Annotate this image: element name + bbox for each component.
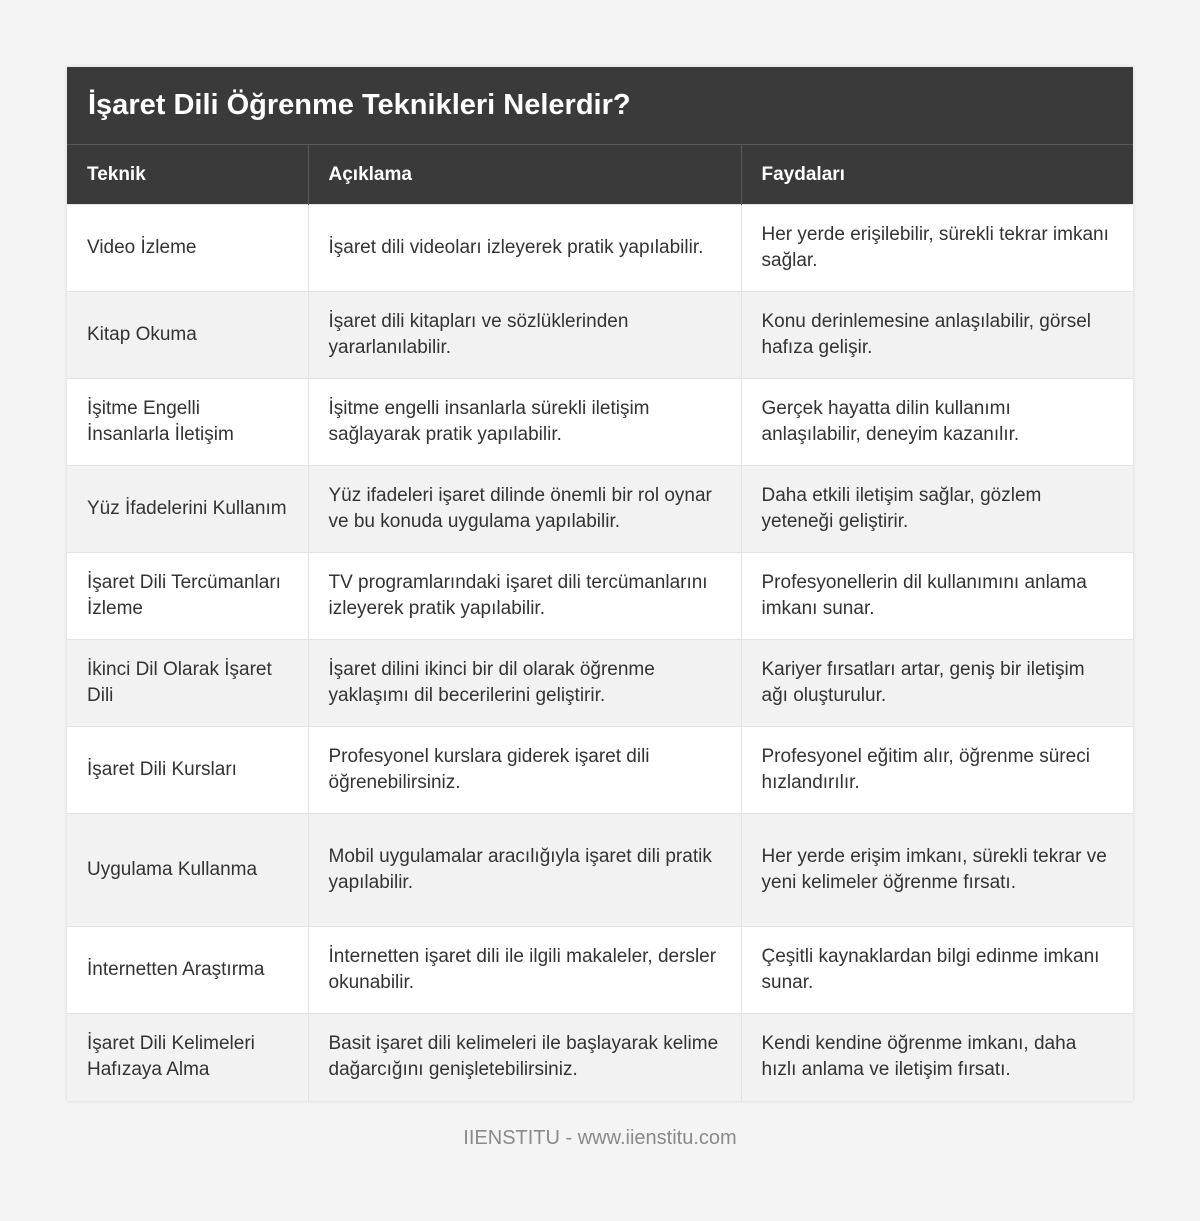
cell-faydalari: Gerçek hayatta dilin kullanımı anlaşılabilir, deneyim kazanılır. xyxy=(741,379,1133,466)
cell-aciklama: Profesyonel kurslara giderek işaret dili öğrenebilirsiniz. xyxy=(308,727,741,814)
column-header-aciklama: Açıklama xyxy=(308,145,741,205)
cell-teknik: Yüz İfadelerini Kullanım xyxy=(67,466,308,553)
table-row xyxy=(67,292,1133,379)
cell-aciklama: Basit işaret dili kelimeleri ile başlayarak kelime dağarcığını genişletebilirsiniz. xyxy=(308,1014,741,1101)
table-row xyxy=(67,814,1133,927)
table-card xyxy=(67,67,1133,1101)
techniques-table xyxy=(67,144,1133,1101)
column-header-faydalari: Faydaları xyxy=(741,145,1133,205)
cell-teknik: İkinci Dil Olarak İşaret Dili xyxy=(67,640,308,727)
cell-teknik: İşaret Dili Kursları xyxy=(67,727,308,814)
cell-aciklama: İşaret dilini ikinci bir dil olarak öğrenme yaklaşımı dil becerilerini geliştirir. xyxy=(308,640,741,727)
table-row xyxy=(67,1014,1133,1101)
cell-aciklama: İşitme engelli insanlarla sürekli iletişim sağlayarak pratik yapılabilir. xyxy=(308,379,741,466)
footer-credit: IIENSTITU - www.iienstitu.com xyxy=(463,1127,737,1149)
cell-faydalari: Profesyonel eğitim alır, öğrenme süreci hızlandırılır. xyxy=(741,727,1133,814)
cell-faydalari: Kendi kendine öğrenme imkanı, daha hızlı anlama ve iletişim fırsatı. xyxy=(741,1014,1133,1101)
cell-teknik: İşaret Dili Kelimeleri Hafızaya Alma xyxy=(67,1014,308,1101)
cell-faydalari: Her yerde erişilebilir, sürekli tekrar imkanı sağlar. xyxy=(741,205,1133,292)
header-row xyxy=(67,145,1133,205)
cell-teknik: Uygulama Kullanma xyxy=(67,814,308,927)
cell-teknik: İnternetten Araştırma xyxy=(67,927,308,1014)
column-header-teknik: Teknik xyxy=(67,145,308,205)
cell-teknik: Kitap Okuma xyxy=(67,292,308,379)
cell-teknik: İşitme Engelli İnsanlarla İletişim xyxy=(67,379,308,466)
table-title: İşaret Dili Öğrenme Teknikleri Nelerdir? xyxy=(67,67,1133,144)
table-row xyxy=(67,205,1133,292)
cell-faydalari: Kariyer fırsatları artar, geniş bir iletişim ağı oluşturulur. xyxy=(741,640,1133,727)
cell-teknik: Video İzleme xyxy=(67,205,308,292)
table-row xyxy=(67,927,1133,1014)
cell-teknik: İşaret Dili Tercümanları İzleme xyxy=(67,553,308,640)
cell-faydalari: Her yerde erişim imkanı, sürekli tekrar ve yeni kelimeler öğrenme fırsatı. xyxy=(741,814,1133,927)
cell-aciklama: TV programlarındaki işaret dili tercümanlarını izleyerek pratik yapılabilir. xyxy=(308,553,741,640)
cell-aciklama: Mobil uygulamalar aracılığıyla işaret dili pratik yapılabilir. xyxy=(308,814,741,927)
cell-faydalari: Daha etkili iletişim sağlar, gözlem yeteneği geliştirir. xyxy=(741,466,1133,553)
table-row xyxy=(67,640,1133,727)
cell-aciklama: İşaret dili videoları izleyerek pratik yapılabilir. xyxy=(308,205,741,292)
cell-faydalari: Çeşitli kaynaklardan bilgi edinme imkanı sunar. xyxy=(741,927,1133,1014)
table-row xyxy=(67,466,1133,553)
cell-faydalari: Profesyonellerin dil kullanımını anlama imkanı sunar. xyxy=(741,553,1133,640)
table-row xyxy=(67,379,1133,466)
cell-aciklama: İşaret dili kitapları ve sözlüklerinden yararlanılabilir. xyxy=(308,292,741,379)
table-row xyxy=(67,727,1133,814)
cell-aciklama: İnternetten işaret dili ile ilgili makaleler, dersler okunabilir. xyxy=(308,927,741,1014)
cell-aciklama: Yüz ifadeleri işaret dilinde önemli bir rol oynar ve bu konuda uygulama yapılabilir. xyxy=(308,466,741,553)
table-row xyxy=(67,553,1133,640)
cell-faydalari: Konu derinlemesine anlaşılabilir, görsel hafıza gelişir. xyxy=(741,292,1133,379)
